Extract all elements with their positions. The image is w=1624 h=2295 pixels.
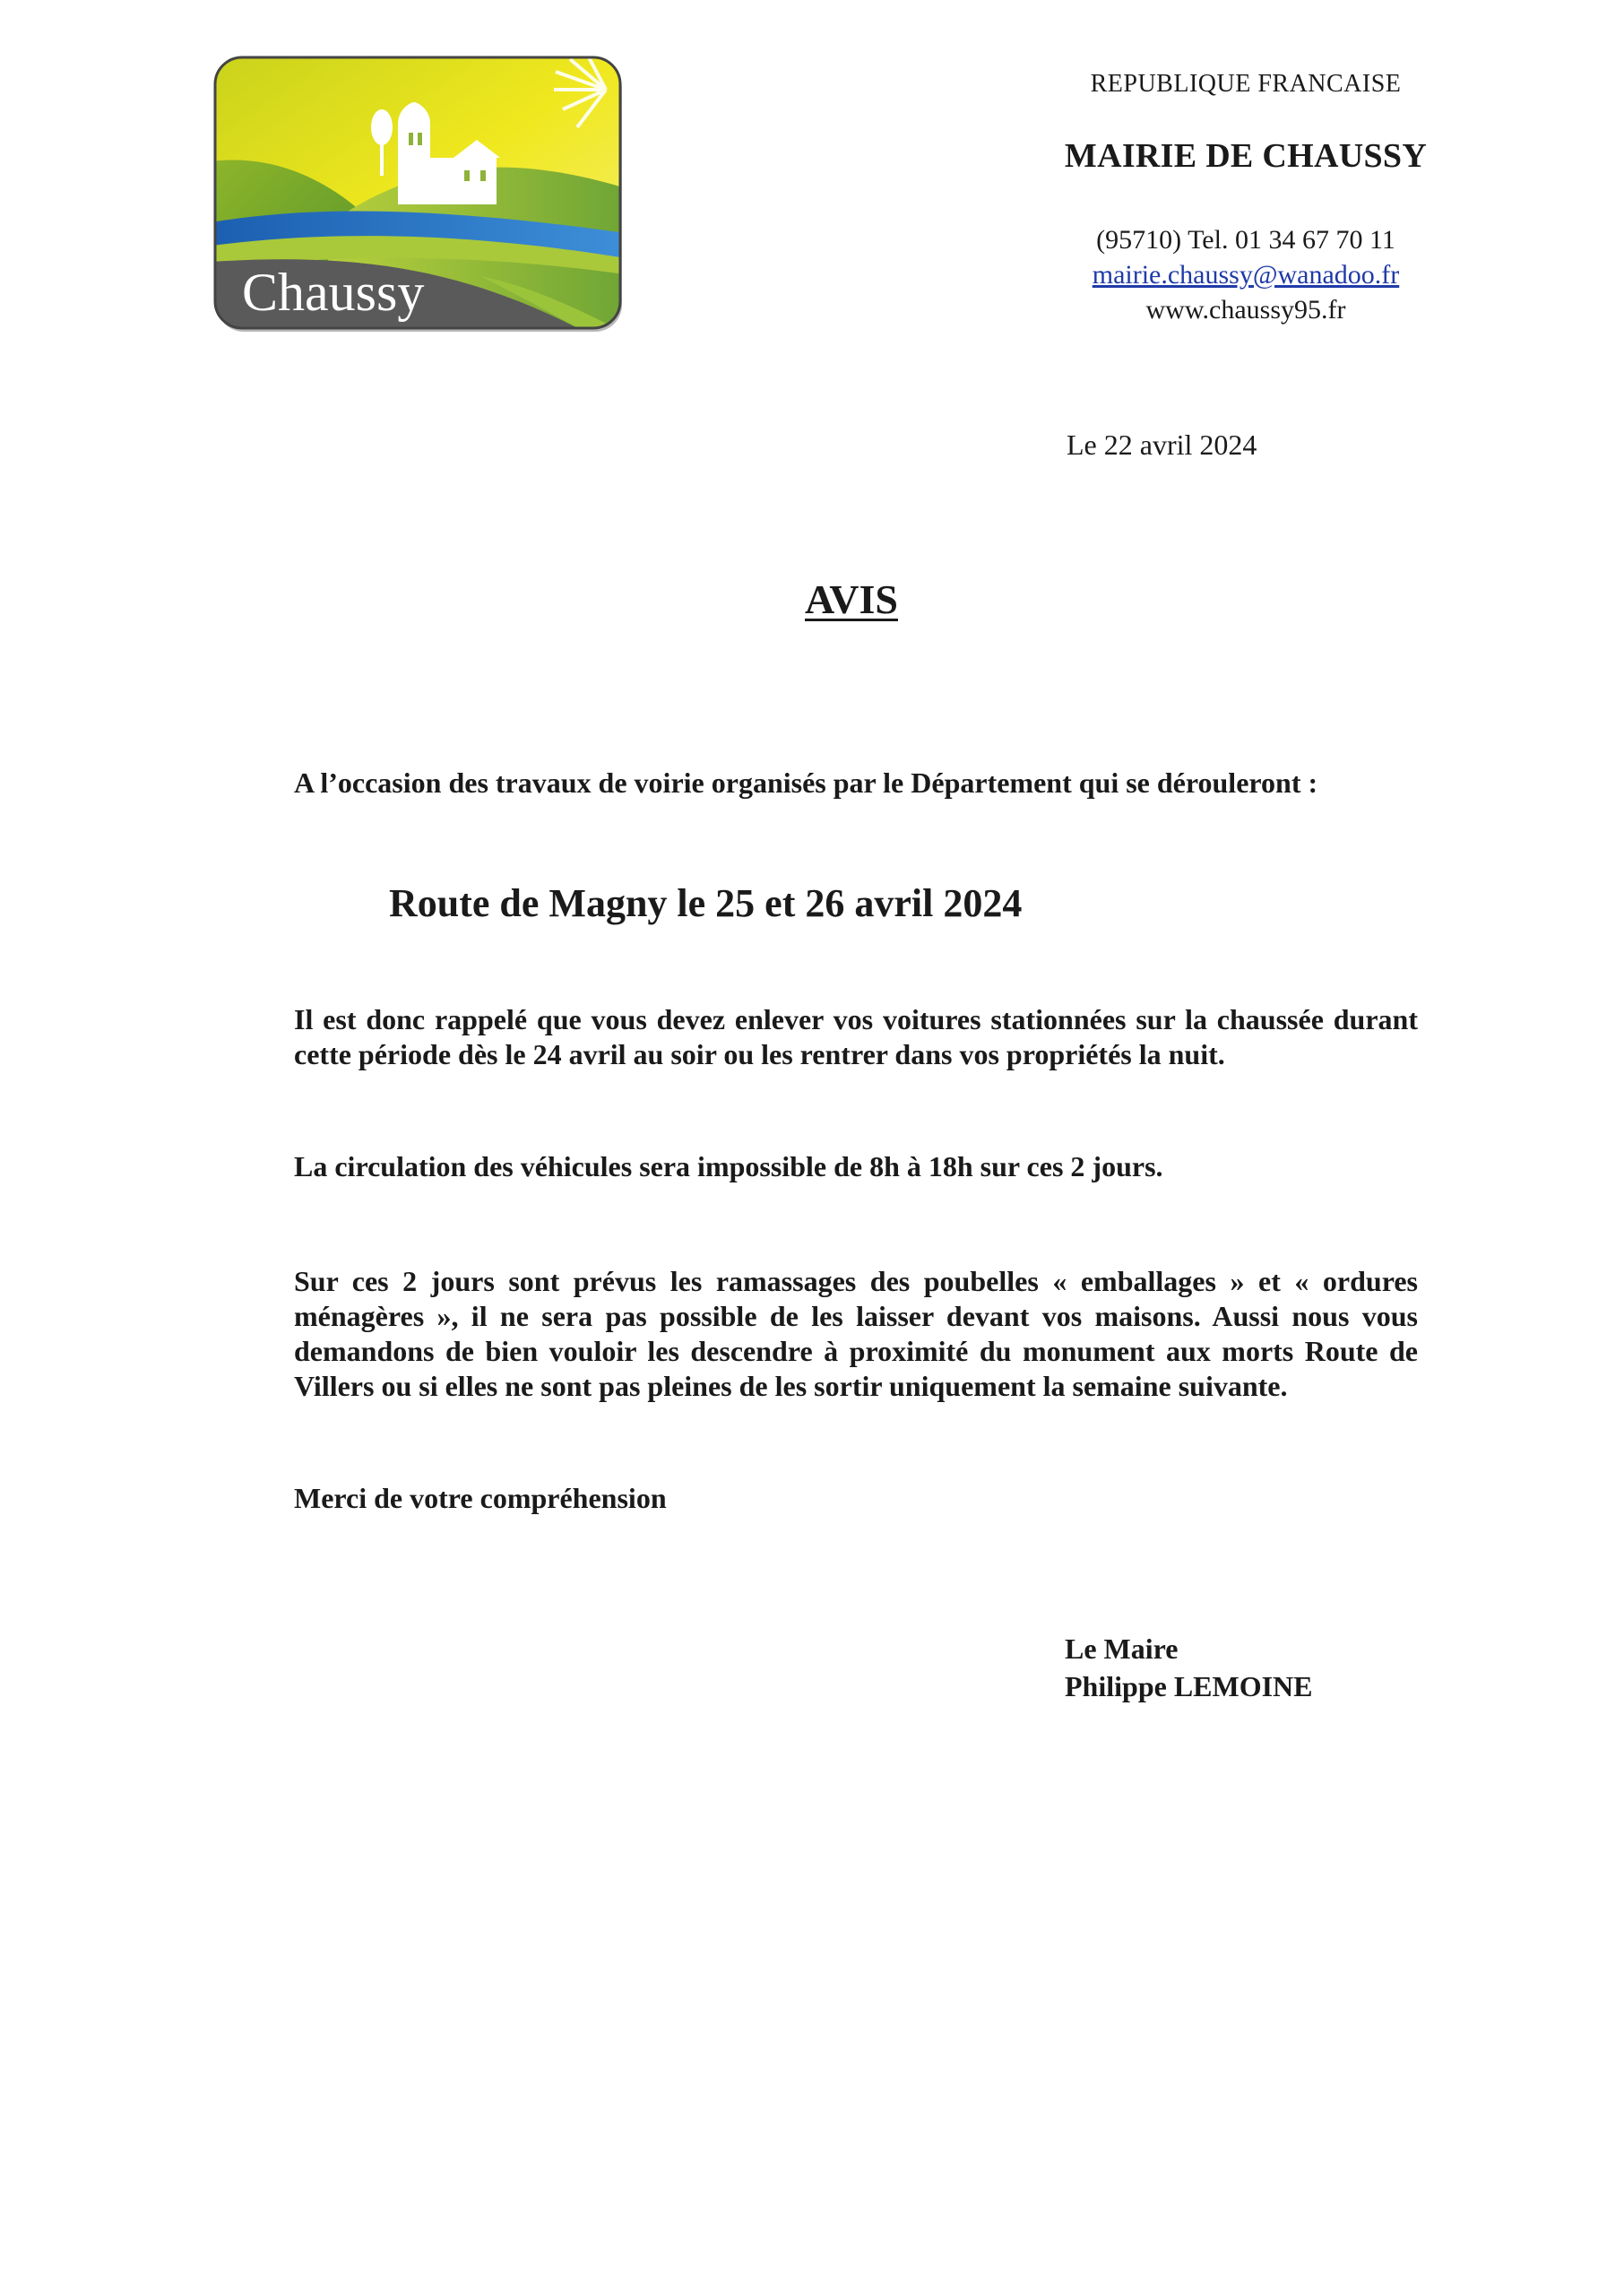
document-date: Le 22 avril 2024 bbox=[1067, 429, 1257, 461]
mairie-title: MAIRIE DE CHAUSSY bbox=[1064, 137, 1428, 175]
email-link[interactable]: mairie.chaussy@wanadoo.fr bbox=[1092, 260, 1400, 290]
bins-paragraph: Sur ces 2 jours sont prévus les ramassages des poubelles « emballages » et « ordures ménagères », il ne sera pas possible de les laisser devant vos maisons. Aussi nous vous demandons de bien vouloir les descendre à proximité du monument aux morts Route de Villers ou si elles ne sont pas pleines de les sortir uniquement la semaine suivante. bbox=[294, 1265, 1418, 1402]
republique-label: REPUBLIQUE FRANCAISE bbox=[1090, 70, 1402, 98]
route-dates: Route de Magny le 25 et 26 avril 2024 bbox=[389, 881, 1023, 925]
intro-paragraph: A l’occasion des travaux de voirie organisés par le Département qui se dérouleront : bbox=[294, 766, 1318, 799]
signature-role: Le Maire bbox=[1065, 1632, 1179, 1665]
phone-line: (95710) Tel. 01 34 67 70 11 bbox=[1096, 225, 1395, 255]
signature-name: Philippe LEMOINE bbox=[1065, 1670, 1313, 1702]
thanks-line: Merci de votre compréhension bbox=[294, 1482, 667, 1514]
contact-block bbox=[1013, 222, 1479, 327]
signature-block bbox=[1065, 1630, 1313, 1705]
website-text: www.chaussy95.fr bbox=[1145, 295, 1346, 325]
letterhead bbox=[1013, 70, 1479, 327]
traffic-paragraph: La circulation des véhicules sera impossible de 8h à 18h sur ces 2 jours. bbox=[294, 1150, 1163, 1182]
notice-title-text: AVIS bbox=[805, 576, 898, 622]
chaussy-logo bbox=[212, 54, 626, 333]
reminder-paragraph: Il est donc rappelé que vous devez enlever vos voitures stationnées sur la chaussée durant cette période dès le 24 avril au soir ou les rentrer dans vos propriétés la nuit. bbox=[294, 1003, 1418, 1070]
logo-text: Chaussy bbox=[242, 263, 425, 322]
notice-title bbox=[0, 576, 1624, 623]
